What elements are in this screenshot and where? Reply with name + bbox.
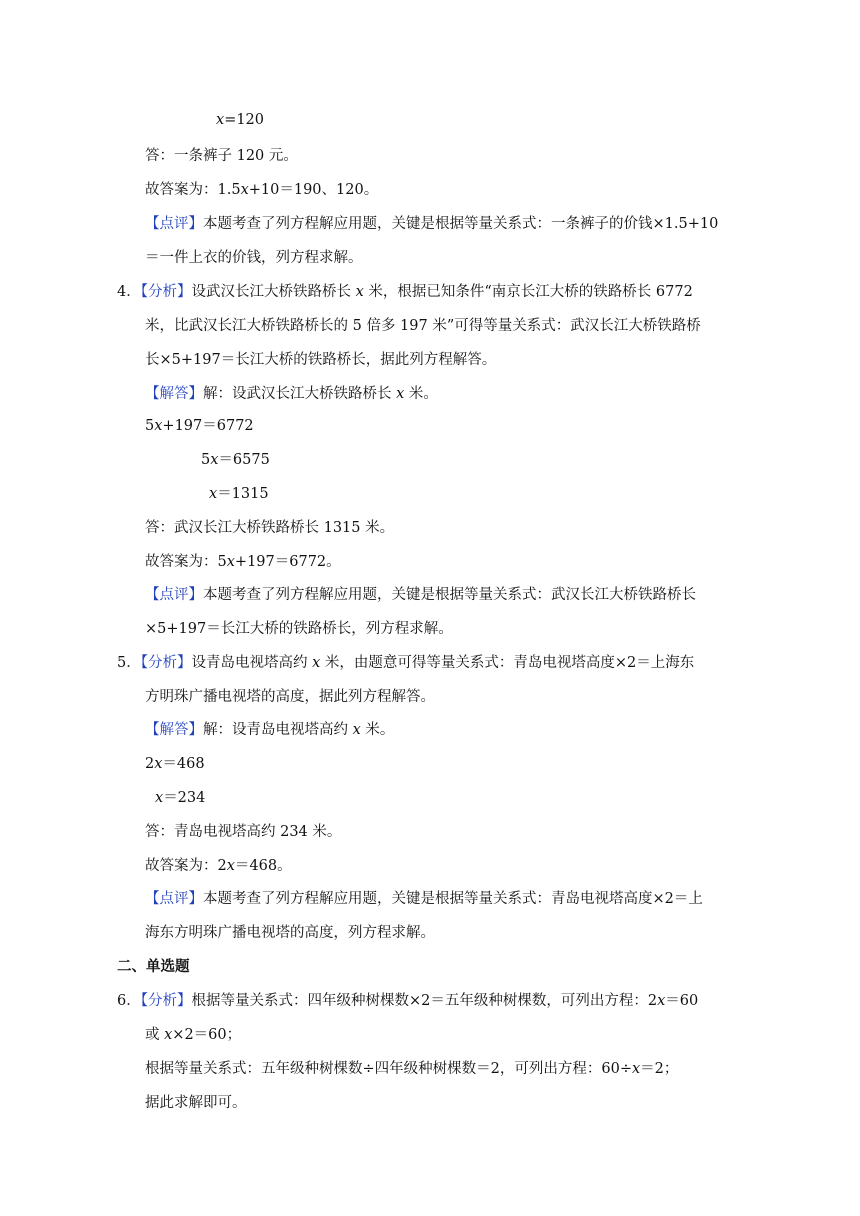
q4-final-answer: 故答案为：5x+197＝6772。 [145, 554, 341, 570]
solution-tag: 【解答】 [145, 386, 203, 402]
q6-analysis-line1: 6．【分析】根据等量关系式：四年级种树棵数×2＝五年级种树棵数，可列出方程：2x＝60 [117, 993, 699, 1009]
q4-comment-line1: 【点评】本题考查了列方程解应用题，关键是根据等量关系式：武汉长江大桥铁路桥长 [145, 587, 696, 603]
comment-tag: 【点评】 [145, 891, 203, 907]
equation-text: =120 [224, 112, 265, 128]
q5-step2: x＝234 [155, 790, 206, 806]
q4-step2: 5x＝6575 [201, 452, 270, 468]
q5-final-answer: 故答案为：2x＝468。 [145, 858, 292, 874]
q3-comment-line1: 【点评】本题考查了列方程解应用题，关键是根据等量关系式：一条裤子的价钱×1.5+10 [145, 216, 719, 232]
q4-comment-line2: ×5+197＝长江大桥的铁路桥长，列方程求解。 [145, 621, 453, 637]
q4-step3: x＝1315 [209, 486, 269, 502]
question-number: 6． [117, 993, 141, 1009]
q5-step1: 2x＝468 [145, 756, 205, 772]
solution-tag: 【解答】 [145, 722, 203, 738]
q5-analysis-line1: 5．【分析】设青岛电视塔高约 x 米，由题意可得等量关系式：青岛电视塔高度×2＝上海东 [117, 655, 695, 671]
q5-solution: 【解答】解：设青岛电视塔高约 x 米。 [145, 722, 395, 738]
q3-comment-line2: ＝一件上衣的价钱，列方程求解。 [145, 250, 363, 266]
q4-analysis-line2: 米，比武汉长江大桥铁路桥长的 5 倍多 197 米”可得等量关系式：武汉长江大桥铁路桥 [145, 318, 701, 334]
question-number: 4． [117, 284, 141, 300]
q3-solution-step [216, 110, 264, 130]
q3-final-answer: 故答案为：1.5x+10＝190、120。 [145, 182, 379, 198]
q5-comment-line2: 海东方明珠广播电视塔的高度，列方程求解。 [145, 925, 435, 941]
variable-x: x [216, 112, 225, 128]
question-number: 5． [117, 655, 141, 671]
comment-tag: 【点评】 [145, 587, 203, 603]
q4-analysis-line3: 长×5+197＝长江大桥的铁路桥长，据此列方程解答。 [145, 352, 497, 368]
analysis-tag: 【分析】 [140, 993, 192, 1009]
q4-answer: 答：武汉长江大桥铁路桥长 1315 米。 [145, 520, 395, 536]
comment-tag: 【点评】 [145, 216, 203, 232]
q3-answer: 答：一条裤子 120 元。 [145, 148, 298, 164]
q4-analysis-line1: 4．【分析】设武汉长江大桥铁路桥长 x 米，根据已知条件“南京长江大桥的铁路桥长 6772 [117, 284, 693, 300]
q5-comment-line1: 【点评】本题考查了列方程解应用题，关键是根据等量关系式：青岛电视塔高度×2＝上 [145, 891, 703, 907]
q6-analysis-line4: 据此求解即可。 [145, 1095, 247, 1111]
analysis-tag: 【分析】 [140, 284, 192, 300]
q5-answer: 答：青岛电视塔高约 234 米。 [145, 824, 342, 840]
q6-analysis-line2: 或 x×2＝60； [145, 1027, 242, 1043]
section-heading: 二、单选题 [117, 958, 190, 975]
q4-step1: 5x+197＝6772 [145, 418, 254, 434]
q4-solution: 【解答】解：设武汉长江大桥铁路桥长 x 米。 [145, 386, 438, 402]
q5-analysis-line2: 方明珠广播电视塔的高度，据此列方程解答。 [145, 689, 435, 705]
q6-analysis-line3: 根据等量关系式：五年级种树棵数÷四年级种树棵数＝2，可列出方程：60÷x＝2； [145, 1061, 679, 1077]
analysis-tag: 【分析】 [140, 655, 192, 671]
